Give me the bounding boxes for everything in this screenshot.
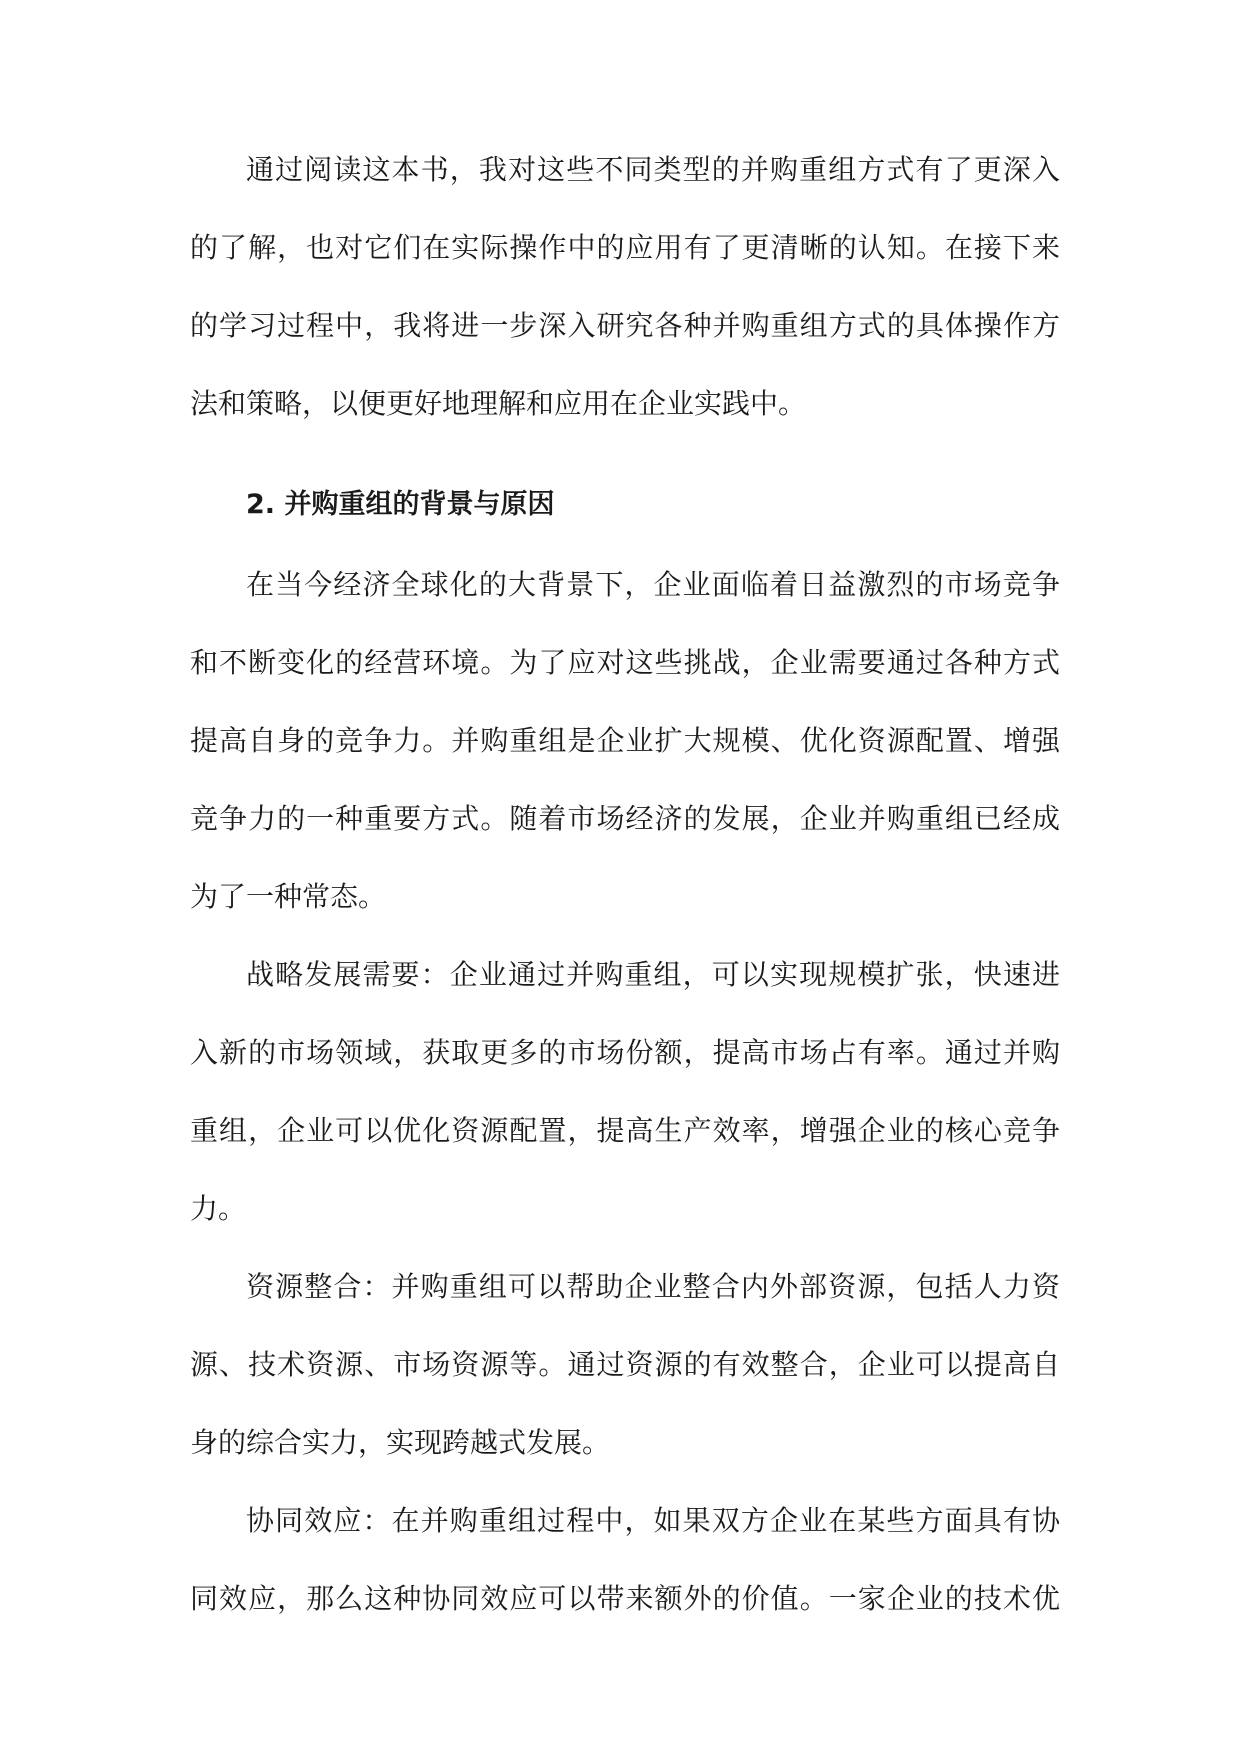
paragraph-line: 战略发展需要：企业通过并购重组，可以实现规模扩张，快速进: [246, 958, 1060, 991]
paragraph-line: 协同效应：在并购重组过程中，如果双方企业在某些方面具有协: [246, 1504, 1060, 1537]
paragraph-line: 源、技术资源、市场资源等。通过资源的有效整合，企业可以提高自: [190, 1348, 1060, 1381]
section-heading: 2. 并购重组的背景与原因: [246, 489, 555, 520]
paragraph-line: 提高自身的竞争力。并购重组是企业扩大规模、优化资源配置、增强: [190, 724, 1060, 757]
paragraph-line: 法和策略，以便更好地理解和应用在企业实践中。: [190, 387, 807, 420]
paragraph-line: 同效应，那么这种协同效应可以带来额外的价值。一家企业的技术优: [190, 1582, 1060, 1615]
paragraph-line: 在当今经济全球化的大背景下，企业面临着日益激烈的市场竞争: [246, 568, 1060, 601]
paragraph-line: 身的综合实力，实现跨越式发展。: [190, 1426, 611, 1459]
paragraph-line: 的学习过程中，我将进一步深入研究各种并购重组方式的具体操作方: [190, 309, 1060, 342]
paragraph-line: 竞争力的一种重要方式。随着市场经济的发展，企业并购重组已经成: [190, 802, 1060, 835]
paragraph-line: 资源整合：并购重组可以帮助企业整合内外部资源，包括人力资: [246, 1270, 1060, 1303]
paragraph-line: 重组，企业可以优化资源配置，提高生产效率，增强企业的核心竞争: [190, 1114, 1060, 1147]
paragraph-line: 为了一种常态。: [190, 880, 387, 913]
paragraph-line: 和不断变化的经营环境。为了应对这些挑战，企业需要通过各种方式: [190, 646, 1060, 679]
paragraph-line: 入新的市场领域，获取更多的市场份额，提高市场占有率。通过并购: [190, 1036, 1060, 1069]
paragraph-line: 力。: [190, 1192, 247, 1225]
paragraph-line: 的了解，也对它们在实际操作中的应用有了更清晰的认知。在接下来: [190, 231, 1060, 264]
paragraph-line: 通过阅读这本书，我对这些不同类型的并购重组方式有了更深入: [246, 153, 1060, 186]
